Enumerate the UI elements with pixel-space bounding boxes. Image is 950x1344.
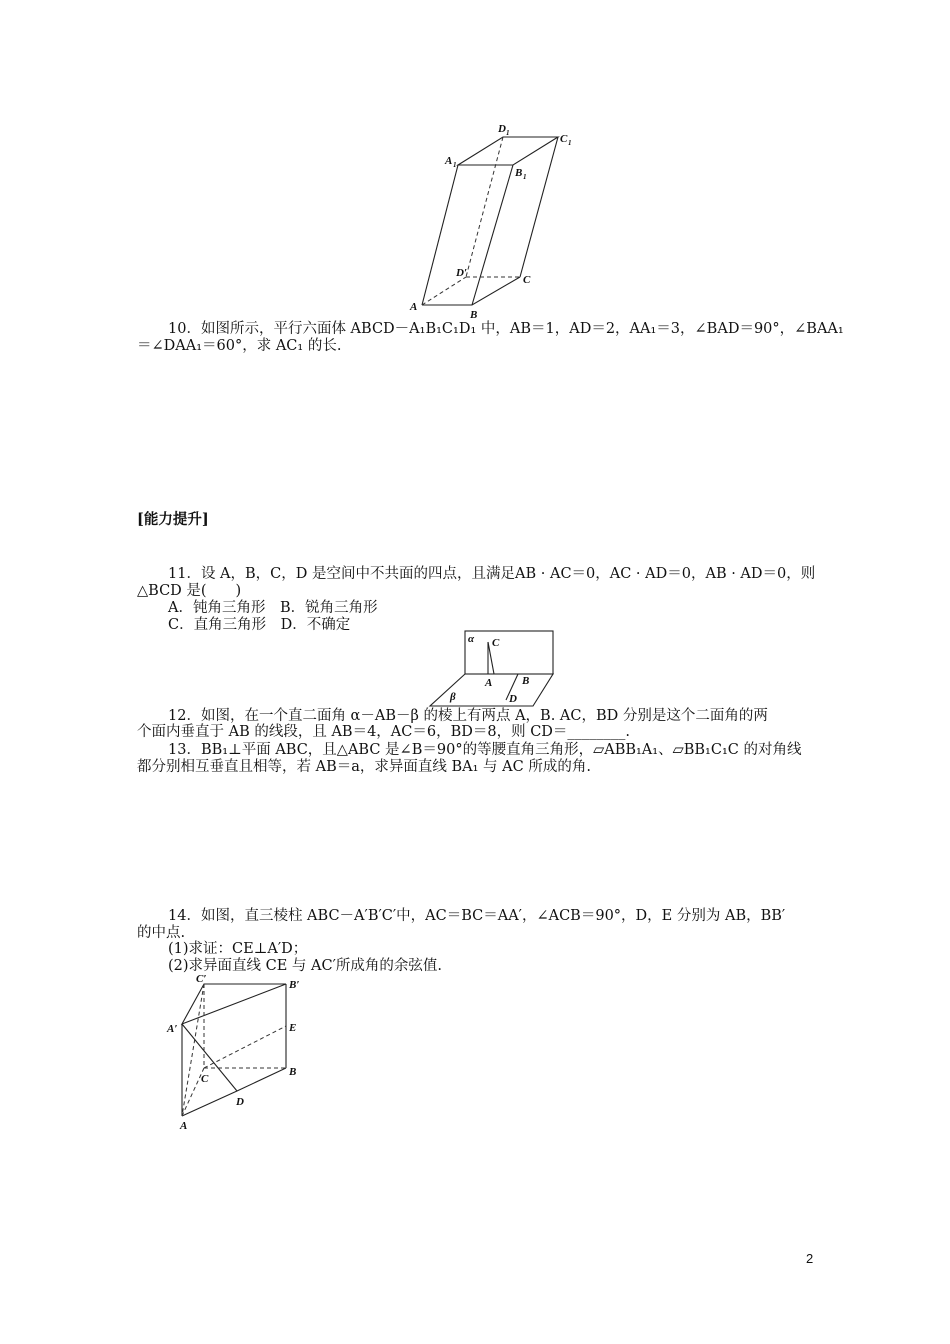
section-heading: [能力提升] [137, 511, 209, 528]
q14-part2: (2)求异面直线 CE 与 AC′所成角的余弦值. [168, 958, 443, 974]
page-number: 2 [806, 1251, 814, 1266]
q14-line1: 14．如图，直三棱柱 ABC－A′B′C′中，AC＝BC＝AA′，∠ACB＝90°，D，E 分别为 AB，BB′ [168, 908, 786, 924]
label-a1: A [445, 155, 453, 167]
label-c: C [492, 637, 500, 649]
q11-line1: 11．设 A，B，C，D 是空间中不共面的四点，且满足AB · AC＝0，AC · AD＝0，AB · AD＝0，则 [168, 566, 816, 582]
q13-line2: 都分别相互垂直且相等，若 AB＝a，求异面直线 BA₁ 与 AC 所成的角. [137, 759, 591, 775]
label-e: E [289, 1022, 297, 1034]
label-b: B [470, 309, 478, 320]
label-a1-sub: 1 [453, 161, 457, 169]
label-d: D [236, 1096, 244, 1108]
label-b: B [289, 1066, 297, 1078]
q14-part1: (1)求证：CE⊥A′D； [168, 941, 308, 957]
triangular-prism-figure [162, 972, 307, 1132]
label-d: D [509, 693, 517, 705]
label-alpha: α [468, 633, 475, 645]
q13-line1: 13．BB₁⊥平面 ABC，且△ABC 是∠B＝90°的等腰直角三角形，▱ABB₁A₁、▱BB₁C₁C 的对角线 [168, 742, 802, 758]
dihedral-angle-figure [428, 630, 558, 710]
q11-options-cd: C．直角三角形 D．不确定 [168, 617, 351, 633]
label-a: A [410, 301, 418, 313]
label-a: A [485, 677, 493, 689]
label-a-prime: A′ [167, 1023, 178, 1035]
label-d1-sub: 1 [506, 129, 510, 137]
label-b: B [522, 675, 530, 687]
label-c-prime: C′ [196, 973, 207, 985]
label-c1-sub: 1 [568, 139, 572, 147]
label-b-prime: B′ [289, 979, 300, 991]
parallelepiped-figure [400, 118, 600, 320]
q12-line2: 个面内垂直于 AB 的线段，且 AB＝4，AC＝6，BD＝8，则 CD＝________. [137, 724, 631, 740]
label-c: C [523, 274, 531, 286]
q10-line2: ＝∠DAA₁＝60°，求 AC₁ 的长. [137, 338, 342, 354]
label-d-prime: D′ [456, 267, 468, 279]
label-c1: C [560, 133, 568, 145]
label-b1-sub: 1 [523, 173, 527, 181]
q10-line1: 10．如图所示，平行六面体 ABCD－A₁B₁C₁D₁ 中，AB＝1，AD＝2，AA₁＝3，∠BAD＝90°，∠BAA₁ [168, 321, 844, 337]
q11-options-ab: A．钝角三角形 B．锐角三角形 [168, 600, 378, 616]
label-a: A [180, 1120, 188, 1132]
label-b1: B [515, 167, 523, 179]
q11-line2: △BCD 是( ) [137, 583, 242, 599]
label-d1: D [498, 123, 506, 135]
q14-line2: 的中点. [137, 925, 186, 941]
label-beta: β [450, 691, 456, 703]
label-c: C [201, 1073, 209, 1085]
q12-line1: 12．如图，在一个直二面角 α－AB－β 的棱上有两点 A，B. AC，BD 分别是这个二面角的两 [168, 708, 768, 724]
